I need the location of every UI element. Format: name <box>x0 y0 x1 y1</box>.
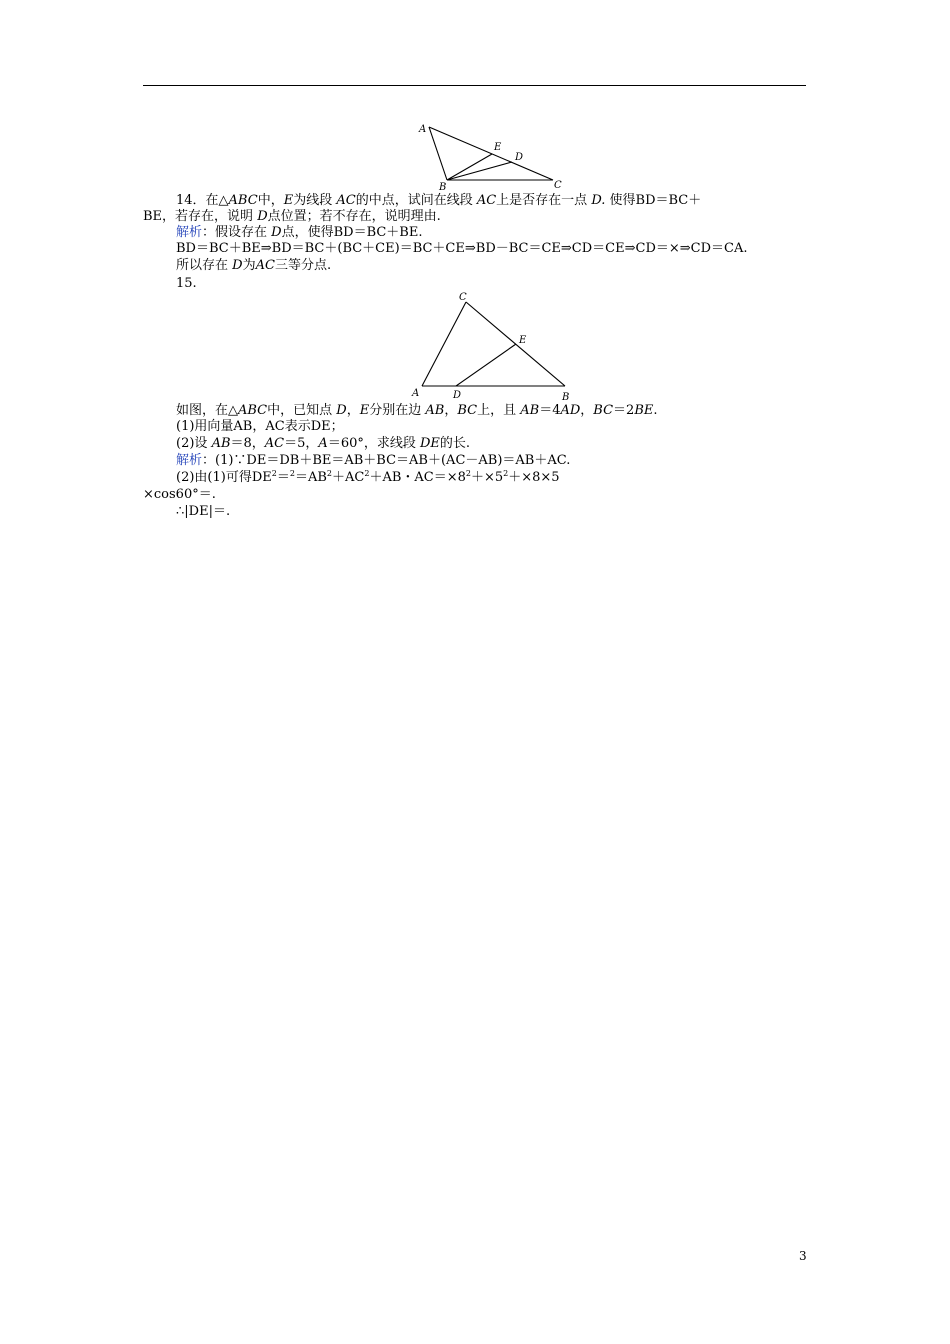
label-C: C <box>459 292 467 303</box>
label-B: B <box>562 392 570 403</box>
q14-line-1: 14．在△ABC中，E为线段 AC的中点，试问在线段 AC上是否存在一点 D. 使得BD＝BC＋ <box>176 193 702 208</box>
label-C: C <box>554 180 562 191</box>
label-A: A <box>412 388 420 399</box>
q15-line-1: 如图，在△ABC中，已知点 D，E分别在边 AB，BC上，且 AB＝4AD，BC＝2BE. <box>176 403 658 418</box>
segment-BD <box>447 162 512 180</box>
segment-AB <box>429 127 447 180</box>
triangle-figure-1 <box>410 118 570 192</box>
triangle-figure-2 <box>408 288 578 404</box>
label-A: A <box>419 124 427 135</box>
segment-DE <box>456 344 516 386</box>
segment-AC <box>429 127 553 180</box>
label-E: E <box>519 335 527 346</box>
page-number: 3 <box>799 1249 807 1263</box>
q14-number: 14． <box>176 193 206 208</box>
label-D: D <box>453 390 462 401</box>
label-D: D <box>515 152 524 163</box>
label-E: E <box>494 142 502 153</box>
q15-analysis-line-2: (2)由(1)可得$DE^2=^2=AB^2+AC^2+AB$・$AC=\times 8^2+\times 5^2+\times 8\times 5$ <box>176 469 560 485</box>
segment-BE <box>447 154 492 180</box>
q15-analysis-line-4: ∴|DE|＝. <box>176 504 231 519</box>
q14-analysis-line-1: 解析：假设存在 D点，使得BD＝BC＋BE. <box>176 225 423 240</box>
q14-analysis-line-2: BD＝BC＋BE⇒BD＝BC＋(BC＋CE)＝BC＋CE⇒BD－BC＝CE⇒CD＝CE⇒CD＝×⇒CD＝CA. <box>176 241 748 256</box>
q14-line-2: BE，若存在，说明 D点位置；若不存在，说明理由. <box>143 209 441 224</box>
q15-analysis-line-1: 解析：(1)∵DE＝DB＋BE＝AB＋BC＝AB＋(AC－AB)＝AB＋AC. <box>176 453 571 468</box>
segment-AC <box>422 302 466 386</box>
q15-part-1: (1)用向量AB，AC表示DE； <box>176 419 344 434</box>
q14-analysis-label: 解析 <box>176 225 203 240</box>
q15-number: 15. <box>176 276 197 291</box>
q15-analysis-label: 解析 <box>176 453 203 468</box>
q14-analysis-line-3: 所以存在 D为AC三等分点. <box>176 258 332 273</box>
label-B: B <box>439 182 447 192</box>
q15-part-2: (2)设 AB＝8，AC＝5，A＝60°，求线段 DE的长. <box>176 436 471 451</box>
q15-analysis-line-3: ×cos60°＝. <box>143 487 216 502</box>
header-rule <box>143 85 806 86</box>
